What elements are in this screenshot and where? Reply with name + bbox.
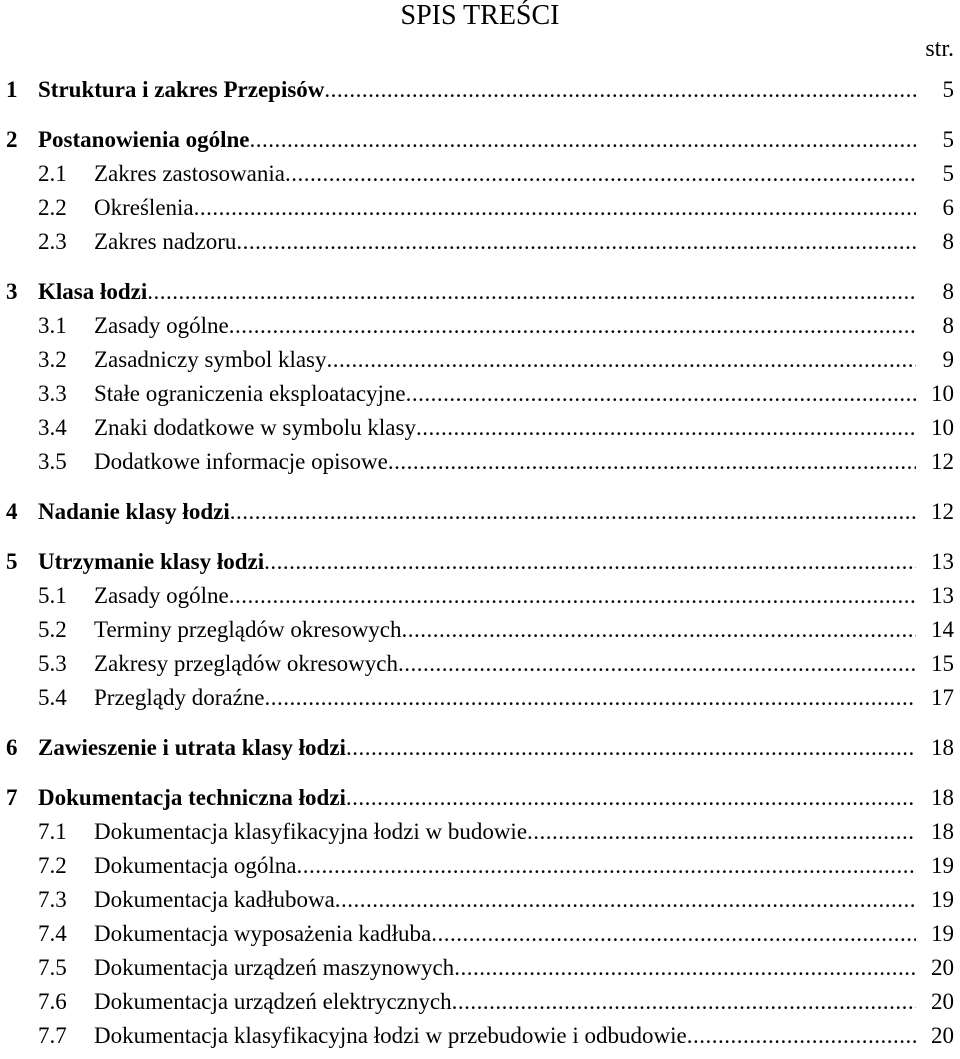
toc-entry-number: 1 [6, 77, 18, 102]
toc-chapter-row[interactable] [0, 546, 960, 578]
toc-entry-leader [38, 74, 916, 106]
toc-entry-title: Zakres zastosowania [94, 161, 285, 186]
toc-section-row[interactable] [0, 158, 960, 190]
toc-entry-page-number: 18 [931, 819, 954, 844]
toc-section-row[interactable] [0, 682, 960, 714]
toc-entry-title: Struktura i zakres Przepisów [38, 77, 325, 102]
toc-entry-title: Zasady ogólne [94, 583, 229, 608]
toc-entry-title: Dokumentacja klasyfikacyjna łodzi w przebudowie i odbudowie [94, 1023, 687, 1048]
toc-entry-leader [94, 158, 916, 190]
toc-entry-page-number: 6 [942, 195, 954, 220]
toc-section-row[interactable] [0, 580, 960, 612]
toc-section-row[interactable] [0, 446, 960, 478]
dot-leader [194, 192, 916, 224]
dot-leader [402, 614, 916, 646]
toc-entry-title: Utrzymanie klasy łodzi [38, 549, 265, 574]
toc-entry-number: 5 [6, 549, 18, 574]
toc-entry-number: 7.7 [38, 1023, 67, 1048]
toc-entry-leader [38, 782, 916, 814]
toc-entry-page-number: 8 [942, 313, 954, 338]
dot-leader [454, 952, 916, 984]
toc-section-row[interactable] [0, 1020, 960, 1052]
toc-entry-number: 7.6 [38, 989, 67, 1014]
toc-entry-page-number: 8 [942, 279, 954, 304]
toc-entry-title: Zawieszenie i utrata klasy łodzi [38, 735, 346, 760]
toc-entry-leader [94, 952, 916, 984]
toc-entry-title: Klasa łodzi [38, 279, 148, 304]
toc-entry-leader [94, 918, 916, 950]
toc-entry-page-number: 17 [931, 685, 954, 710]
dot-leader [416, 412, 916, 444]
dot-leader [324, 74, 916, 106]
toc-entry-page-number: 12 [931, 499, 954, 524]
toc-entry-leader [38, 276, 916, 308]
toc-section-row[interactable] [0, 226, 960, 258]
toc-entry-leader [94, 648, 916, 680]
toc-entry-title: Terminy przeglądów okresowych [94, 617, 402, 642]
toc-section-row[interactable] [0, 850, 960, 882]
toc-entry-leader [94, 816, 916, 848]
dot-leader [527, 816, 916, 848]
toc-entry-number: 3.1 [38, 313, 67, 338]
toc-entry-number: 2.1 [38, 161, 67, 186]
toc-entry-title: Zasady ogólne [94, 313, 229, 338]
toc-entry-page-number: 18 [931, 785, 954, 810]
dot-leader [265, 682, 916, 714]
toc-section-row[interactable] [0, 344, 960, 376]
toc-entry-number: 5.2 [38, 617, 67, 642]
toc-entry-number: 7.5 [38, 955, 67, 980]
toc-entry-title: Dokumentacja urządzeń elektrycznych [94, 989, 452, 1014]
toc-entry-leader [94, 850, 916, 882]
toc-entry-leader [94, 884, 916, 916]
toc-entry-number: 4 [6, 499, 18, 524]
toc-entry-title: Znaki dodatkowe w symbolu klasy [94, 415, 416, 440]
dot-leader [230, 496, 916, 528]
toc-entry-number: 5.3 [38, 651, 67, 676]
toc-entry-leader [38, 496, 916, 528]
toc-chapter-row[interactable] [0, 74, 960, 106]
dot-leader [236, 226, 916, 258]
toc-section-row[interactable] [0, 614, 960, 646]
toc-entry-number: 7.1 [38, 819, 67, 844]
dot-leader [431, 918, 916, 950]
toc-entry-title: Nadanie klasy łodzi [38, 499, 230, 524]
toc-section-row[interactable] [0, 378, 960, 410]
toc-entry-number: 3 [6, 279, 18, 304]
toc-entry-page-number: 10 [931, 381, 954, 406]
toc-entry-leader [94, 580, 916, 612]
toc-entry-leader [38, 732, 916, 764]
toc-entry-page-number: 15 [931, 651, 954, 676]
toc-entry-title: Zakresy przeglądów okresowych [94, 651, 398, 676]
toc-entry-leader [94, 192, 916, 224]
toc-entry-number: 2 [6, 127, 18, 152]
toc-chapter-row[interactable] [0, 124, 960, 156]
dot-leader [229, 580, 916, 612]
toc-entry-leader [94, 614, 916, 646]
dot-leader [346, 782, 916, 814]
toc-chapter-row[interactable] [0, 782, 960, 814]
toc-entry-leader [94, 310, 916, 342]
toc-entry-page-number: 5 [942, 127, 954, 152]
toc-entry-title: Zasadniczy symbol klasy [94, 347, 327, 372]
toc-entry-title: Dokumentacja techniczna łodzi [38, 785, 346, 810]
toc-entry-number: 7.4 [38, 921, 67, 946]
dot-leader [406, 378, 916, 410]
toc-entry-page-number: 20 [931, 955, 954, 980]
dot-leader [264, 546, 916, 578]
toc-entry-page-number: 20 [931, 989, 954, 1014]
toc-entry-page-number: 13 [931, 549, 954, 574]
toc-entry-page-number: 13 [931, 583, 954, 608]
toc-entry-title: Dokumentacja kadłubowa [94, 887, 335, 912]
toc-entry-title: Dokumentacja urządzeń maszynowych [94, 955, 455, 980]
page-title: SPIS TREŚCI [400, 0, 560, 31]
toc-section-row[interactable] [0, 918, 960, 950]
toc-entry-number: 3.2 [38, 347, 67, 372]
toc-entry-page-number: 19 [931, 921, 954, 946]
toc-entry-page-number: 5 [942, 161, 954, 186]
dot-leader [452, 986, 916, 1018]
toc-entry-page-number: 19 [931, 887, 954, 912]
toc-entry-leader [94, 344, 916, 376]
dot-leader [296, 850, 916, 882]
toc-entry-leader [94, 1020, 916, 1052]
toc-entry-number: 3.5 [38, 449, 67, 474]
toc-entry-number: 7.3 [38, 887, 67, 912]
toc-entry-title: Dokumentacja wyposażenia kadłuba [94, 921, 432, 946]
toc-entry-title: Postanowienia ogólne [38, 127, 250, 152]
toc-entry-title: Stałe ograniczenia eksploatacyjne [94, 381, 406, 406]
toc-entry-number: 7 [6, 785, 18, 810]
toc-entry-number: 2.2 [38, 195, 67, 220]
toc-entry-leader [38, 124, 916, 156]
toc-entry-number: 3.3 [38, 381, 67, 406]
toc-entry-page-number: 20 [931, 1023, 954, 1048]
toc-entry-page-number: 12 [931, 449, 954, 474]
toc-section-row[interactable] [0, 884, 960, 916]
dot-leader [388, 446, 916, 478]
dot-leader [687, 1020, 916, 1052]
toc-section-row[interactable] [0, 310, 960, 342]
toc-entry-title: Dokumentacja ogólna [94, 853, 297, 878]
page-column-label: str. [925, 36, 954, 62]
toc-entry-number: 5.4 [38, 685, 67, 710]
toc-section-row[interactable] [0, 412, 960, 444]
toc-entry-leader [94, 378, 916, 410]
toc-section-row[interactable] [0, 986, 960, 1018]
toc-entry-number: 5.1 [38, 583, 67, 608]
toc-entry-number: 3.4 [38, 415, 67, 440]
toc-entry-page-number: 8 [942, 229, 954, 254]
toc-entry-page-number: 18 [931, 735, 954, 760]
toc-entry-title: Dokumentacja klasyfikacyjna łodzi w budowie [94, 819, 528, 844]
toc-entry-number: 2.3 [38, 229, 67, 254]
dot-leader [285, 158, 916, 190]
toc-entry-leader [94, 412, 916, 444]
toc-entry-page-number: 10 [931, 415, 954, 440]
toc-entry-leader [38, 546, 916, 578]
toc-entry-leader [94, 986, 916, 1018]
toc-entry-page-number: 19 [931, 853, 954, 878]
dot-leader [346, 732, 916, 764]
toc-chapter-row[interactable] [0, 732, 960, 764]
toc-entry-number: 6 [6, 735, 18, 760]
toc-section-row[interactable] [0, 816, 960, 848]
dot-leader [249, 124, 916, 156]
toc-entry-title: Określenia [94, 195, 194, 220]
toc-entry-leader [94, 682, 916, 714]
toc-entry-leader [94, 226, 916, 258]
dot-leader [335, 884, 916, 916]
dot-leader [147, 276, 916, 308]
dot-leader [327, 344, 916, 376]
toc-section-row[interactable] [0, 648, 960, 680]
toc-chapter-row[interactable] [0, 496, 960, 528]
dot-leader [398, 648, 916, 680]
toc-entry-page-number: 14 [931, 617, 954, 642]
toc-entry-page-number: 9 [942, 347, 954, 372]
toc-entry-title: Przeglądy doraźne [94, 685, 265, 710]
toc-entry-title: Dodatkowe informacje opisowe [94, 449, 388, 474]
toc-entry-page-number: 5 [942, 77, 954, 102]
toc-chapter-row[interactable] [0, 276, 960, 308]
toc-entry-number: 7.2 [38, 853, 67, 878]
toc-section-row[interactable] [0, 192, 960, 224]
dot-leader [229, 310, 916, 342]
toc-entry-leader [94, 446, 916, 478]
toc-entry-title: Zakres nadzoru [94, 229, 237, 254]
toc-section-row[interactable] [0, 952, 960, 984]
